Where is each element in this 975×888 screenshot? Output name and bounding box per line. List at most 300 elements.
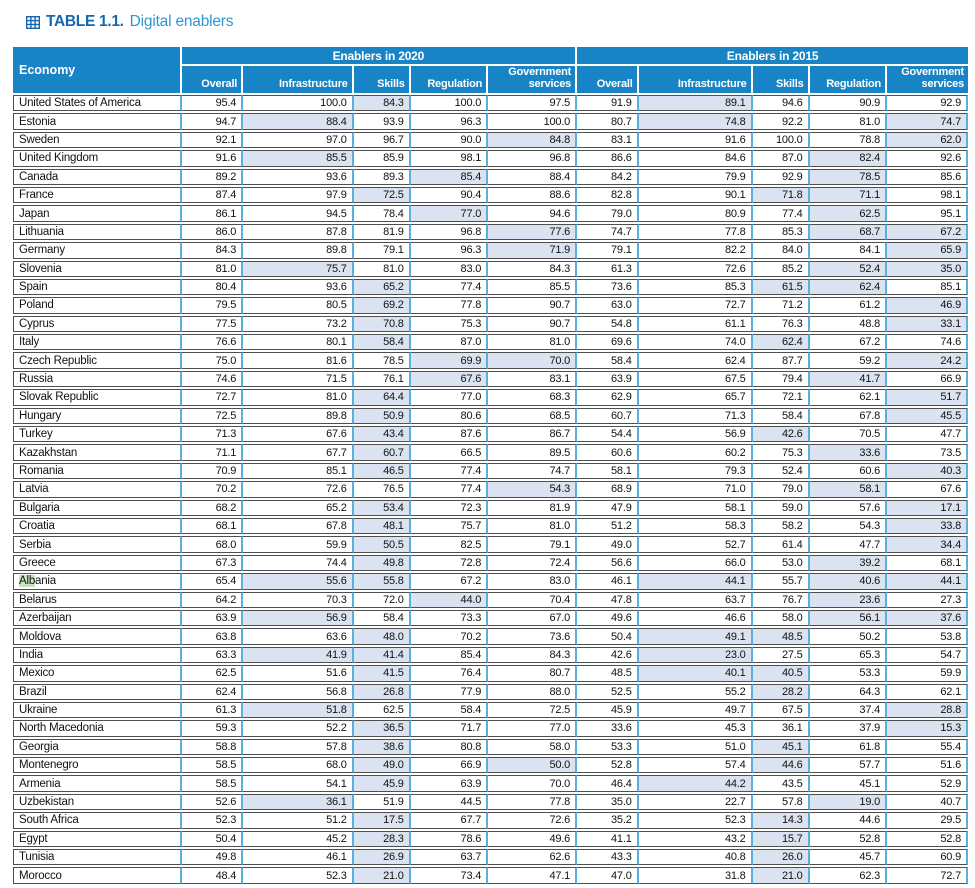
value-cell: 48.5 (577, 665, 639, 681)
value-cell: 81.0 (354, 261, 411, 277)
value-cell: 41.1 (577, 831, 639, 847)
value-cell: 28.2 (753, 684, 810, 700)
table-row (13, 334, 968, 350)
value-cell: 74.7 (577, 224, 639, 240)
value-cell: 71.3 (639, 408, 753, 424)
value-cell: 68.1 (887, 555, 968, 571)
economy-cell: Bulgaria (13, 500, 182, 516)
economy-cell: Croatia (13, 518, 182, 534)
table-row (13, 113, 968, 129)
value-cell: 58.4 (354, 334, 411, 350)
value-cell: 96.3 (411, 113, 488, 129)
economy-cell: Greece (13, 555, 182, 571)
value-cell: 90.7 (488, 316, 577, 332)
value-cell: 68.9 (577, 481, 639, 497)
economy-cell: Slovak Republic (13, 389, 182, 405)
value-cell: 88.6 (488, 187, 577, 203)
value-cell: 81.9 (354, 224, 411, 240)
value-cell: 91.6 (639, 132, 753, 148)
col-header-2020-infrastructure: Infrastructure (243, 66, 354, 93)
value-cell: 70.0 (488, 352, 577, 368)
value-cell: 77.4 (411, 279, 488, 295)
value-cell: 75.7 (243, 261, 354, 277)
value-cell: 78.8 (810, 132, 887, 148)
col-header-2015-regulation: Regulation (810, 66, 887, 93)
table-number-label: TABLE 1.1. (46, 13, 124, 30)
value-cell: 48.1 (354, 518, 411, 534)
table-row (13, 371, 968, 387)
economy-column-header: Economy (13, 47, 182, 93)
table-row (13, 224, 968, 240)
value-cell: 65.3 (810, 647, 887, 663)
value-cell: 45.9 (354, 775, 411, 791)
value-cell: 73.2 (243, 316, 354, 332)
economy-cell: Serbia (13, 536, 182, 552)
value-cell: 45.2 (243, 831, 354, 847)
value-cell: 67.6 (411, 371, 488, 387)
economy-cell: Mexico (13, 665, 182, 681)
value-cell: 71.1 (810, 187, 887, 203)
value-cell: 92.9 (887, 95, 968, 111)
value-cell: 81.0 (243, 389, 354, 405)
table-subtitle: Digital enablers (129, 13, 234, 30)
value-cell: 41.7 (810, 371, 887, 387)
value-cell: 84.6 (639, 150, 753, 166)
table-row (13, 316, 968, 332)
value-cell: 62.1 (810, 389, 887, 405)
value-cell: 60.6 (577, 444, 639, 460)
value-cell: 84.2 (577, 169, 639, 185)
value-cell: 85.5 (243, 150, 354, 166)
value-cell: 37.9 (810, 720, 887, 736)
value-cell: 17.5 (354, 812, 411, 828)
value-cell: 71.3 (182, 426, 244, 442)
value-cell: 62.4 (639, 352, 753, 368)
value-cell: 90.4 (411, 187, 488, 203)
value-cell: 46.5 (354, 463, 411, 479)
value-cell: 14.3 (753, 812, 810, 828)
value-cell: 55.2 (639, 684, 753, 700)
value-cell: 91.6 (182, 150, 244, 166)
search-highlight: Alb (19, 575, 36, 588)
value-cell: 47.8 (577, 592, 639, 608)
col-header-2015-overall: Overall (577, 66, 639, 93)
table-title (0, 0, 975, 35)
value-cell: 80.7 (577, 113, 639, 129)
economy-cell: Brazil (13, 684, 182, 700)
value-cell: 22.7 (639, 794, 753, 810)
value-cell: 41.4 (354, 647, 411, 663)
table-row (13, 187, 968, 203)
value-cell: 64.3 (810, 684, 887, 700)
value-cell: 81.0 (488, 334, 577, 350)
value-cell: 79.0 (753, 481, 810, 497)
value-cell: 84.0 (753, 242, 810, 258)
value-cell: 17.1 (887, 500, 968, 516)
value-cell: 88.0 (488, 684, 577, 700)
value-cell: 44.1 (887, 573, 968, 589)
value-cell: 79.0 (577, 205, 639, 221)
value-cell: 60.9 (887, 849, 968, 865)
value-cell: 71.1 (182, 444, 244, 460)
value-cell: 49.1 (639, 628, 753, 644)
value-cell: 37.6 (887, 610, 968, 626)
value-cell: 80.4 (182, 279, 244, 295)
value-cell: 67.0 (488, 610, 577, 626)
value-cell: 74.0 (639, 334, 753, 350)
value-cell: 72.5 (354, 187, 411, 203)
value-cell: 74.7 (887, 113, 968, 129)
value-cell: 79.1 (354, 242, 411, 258)
economy-cell: Sweden (13, 132, 182, 148)
value-cell: 67.2 (411, 573, 488, 589)
value-cell: 87.6 (411, 426, 488, 442)
value-cell: 85.3 (753, 224, 810, 240)
value-cell: 67.2 (887, 224, 968, 240)
economy-cell: Japan (13, 205, 182, 221)
value-cell: 74.6 (182, 371, 244, 387)
value-cell: 51.0 (639, 739, 753, 755)
value-cell: 79.9 (639, 169, 753, 185)
value-cell: 90.7 (488, 297, 577, 313)
economy-cell: Belarus (13, 592, 182, 608)
value-cell: 98.1 (411, 150, 488, 166)
value-cell: 49.0 (354, 757, 411, 773)
value-cell: 52.4 (810, 261, 887, 277)
value-cell: 72.7 (887, 867, 968, 883)
value-cell: 72.6 (639, 261, 753, 277)
value-cell: 15.3 (887, 720, 968, 736)
value-cell: 73.4 (411, 867, 488, 883)
value-cell: 67.8 (243, 518, 354, 534)
value-cell: 44.5 (411, 794, 488, 810)
col-header-2020-regulation: Regulation (411, 66, 488, 93)
value-cell: 64.2 (182, 592, 244, 608)
value-cell: 46.1 (577, 573, 639, 589)
value-cell: 48.5 (753, 628, 810, 644)
value-cell: 70.8 (354, 316, 411, 332)
value-cell: 71.5 (243, 371, 354, 387)
table-row (13, 665, 968, 681)
value-cell: 40.7 (887, 794, 968, 810)
value-cell: 88.4 (488, 169, 577, 185)
value-cell: 60.7 (577, 408, 639, 424)
value-cell: 58.4 (753, 408, 810, 424)
value-cell: 58.5 (182, 757, 244, 773)
value-cell: 85.4 (411, 169, 488, 185)
value-cell: 21.0 (753, 867, 810, 883)
value-cell: 68.3 (488, 389, 577, 405)
economy-cell: Canada (13, 169, 182, 185)
value-cell: 66.9 (411, 757, 488, 773)
value-cell: 69.6 (577, 334, 639, 350)
value-cell: 35.0 (577, 794, 639, 810)
value-cell: 49.7 (639, 702, 753, 718)
value-cell: 53.4 (354, 500, 411, 516)
economy-cell: Georgia (13, 739, 182, 755)
table-row (13, 849, 968, 865)
value-cell: 94.7 (182, 113, 244, 129)
value-cell: 45.1 (810, 775, 887, 791)
value-cell: 33.6 (577, 720, 639, 736)
value-cell: 86.6 (577, 150, 639, 166)
table-row (13, 555, 968, 571)
value-cell: 46.4 (577, 775, 639, 791)
value-cell: 73.5 (887, 444, 968, 460)
economy-cell: Morocco (13, 867, 182, 883)
value-cell: 79.5 (182, 297, 244, 313)
value-cell: 59.0 (753, 500, 810, 516)
economy-cell: Egypt (13, 831, 182, 847)
value-cell: 45.7 (810, 849, 887, 865)
table-row (13, 647, 968, 663)
economy-cell: Cyprus (13, 316, 182, 332)
value-cell: 77.8 (639, 224, 753, 240)
value-cell: 63.9 (411, 775, 488, 791)
group-header-2020: Enablers in 2020 (182, 47, 577, 64)
value-cell: 62.4 (810, 279, 887, 295)
value-cell: 62.0 (887, 132, 968, 148)
value-cell: 78.6 (411, 831, 488, 847)
value-cell: 100.0 (243, 95, 354, 111)
table-row (13, 500, 968, 516)
value-cell: 78.5 (810, 169, 887, 185)
value-cell: 97.0 (243, 132, 354, 148)
value-cell: 44.0 (411, 592, 488, 608)
economy-cell: Estonia (13, 113, 182, 129)
header-group-row (13, 47, 968, 64)
value-cell: 51.6 (887, 757, 968, 773)
value-cell: 52.6 (182, 794, 244, 810)
table-row (13, 610, 968, 626)
digital-enablers-table (13, 45, 968, 886)
value-cell: 62.1 (887, 684, 968, 700)
value-cell: 92.2 (753, 113, 810, 129)
economy-cell: Ukraine (13, 702, 182, 718)
value-cell: 65.2 (354, 279, 411, 295)
value-cell: 71.0 (639, 481, 753, 497)
value-cell: 26.0 (753, 849, 810, 865)
table-row (13, 536, 968, 552)
value-cell: 72.7 (182, 389, 244, 405)
value-cell: 53.3 (577, 739, 639, 755)
value-cell: 40.1 (639, 665, 753, 681)
value-cell: 78.5 (354, 352, 411, 368)
value-cell: 50.9 (354, 408, 411, 424)
table-row (13, 279, 968, 295)
value-cell: 51.9 (354, 794, 411, 810)
value-cell: 59.2 (810, 352, 887, 368)
value-cell: 43.5 (753, 775, 810, 791)
value-cell: 84.3 (488, 261, 577, 277)
value-cell: 26.8 (354, 684, 411, 700)
value-cell: 83.1 (577, 132, 639, 148)
value-cell: 33.6 (810, 444, 887, 460)
value-cell: 40.6 (810, 573, 887, 589)
value-cell: 51.6 (243, 665, 354, 681)
value-cell: 67.6 (887, 481, 968, 497)
value-cell: 85.6 (887, 169, 968, 185)
value-cell: 86.0 (182, 224, 244, 240)
economy-cell: Uzbekistan (13, 794, 182, 810)
value-cell: 89.5 (488, 444, 577, 460)
value-cell: 66.5 (411, 444, 488, 460)
value-cell: 53.8 (887, 628, 968, 644)
col-header-2015-skills: Skills (753, 66, 810, 93)
value-cell: 70.4 (488, 592, 577, 608)
value-cell: 56.8 (243, 684, 354, 700)
table-row (13, 169, 968, 185)
value-cell: 85.1 (887, 279, 968, 295)
value-cell: 74.7 (488, 463, 577, 479)
value-cell: 49.8 (182, 849, 244, 865)
table-row (13, 389, 968, 405)
value-cell: 84.3 (354, 95, 411, 111)
value-cell: 58.8 (182, 739, 244, 755)
value-cell: 87.8 (243, 224, 354, 240)
value-cell: 48.8 (810, 316, 887, 332)
economy-cell: Albania (13, 573, 182, 589)
economy-cell: Poland (13, 297, 182, 313)
value-cell: 51.7 (887, 389, 968, 405)
value-cell: 36.1 (753, 720, 810, 736)
value-cell: 65.2 (243, 500, 354, 516)
value-cell: 83.0 (411, 261, 488, 277)
value-cell: 43.4 (354, 426, 411, 442)
value-cell: 62.5 (182, 665, 244, 681)
value-cell: 67.5 (639, 371, 753, 387)
value-cell: 56.9 (639, 426, 753, 442)
value-cell: 90.9 (810, 95, 887, 111)
value-cell: 51.2 (243, 812, 354, 828)
value-cell: 57.6 (810, 500, 887, 516)
value-cell: 60.2 (639, 444, 753, 460)
value-cell: 74.6 (887, 334, 968, 350)
economy-cell: Spain (13, 279, 182, 295)
table-row (13, 812, 968, 828)
value-cell: 36.1 (243, 794, 354, 810)
value-cell: 70.5 (810, 426, 887, 442)
value-cell: 54.7 (887, 647, 968, 663)
value-cell: 62.4 (753, 334, 810, 350)
value-cell: 93.6 (243, 169, 354, 185)
value-cell: 55.8 (354, 573, 411, 589)
value-cell: 74.4 (243, 555, 354, 571)
value-cell: 94.6 (488, 205, 577, 221)
value-cell: 82.4 (810, 150, 887, 166)
value-cell: 80.9 (639, 205, 753, 221)
value-cell: 68.0 (182, 536, 244, 552)
value-cell: 77.5 (182, 316, 244, 332)
economy-cell: Turkey (13, 426, 182, 442)
value-cell: 72.6 (243, 481, 354, 497)
value-cell: 47.9 (577, 500, 639, 516)
table-row (13, 481, 968, 497)
economy-cell: Russia (13, 371, 182, 387)
value-cell: 74.8 (639, 113, 753, 129)
value-cell: 75.0 (182, 352, 244, 368)
value-cell: 49.0 (577, 536, 639, 552)
value-cell: 37.4 (810, 702, 887, 718)
table-grid-icon (26, 16, 40, 29)
value-cell: 52.3 (639, 812, 753, 828)
value-cell: 79.4 (753, 371, 810, 387)
value-cell: 58.1 (810, 481, 887, 497)
value-cell: 42.6 (577, 647, 639, 663)
value-cell: 65.4 (182, 573, 244, 589)
table-row (13, 775, 968, 791)
value-cell: 58.4 (577, 352, 639, 368)
value-cell: 93.6 (243, 279, 354, 295)
value-cell: 28.8 (887, 702, 968, 718)
value-cell: 80.1 (243, 334, 354, 350)
value-cell: 77.8 (411, 297, 488, 313)
value-cell: 55.7 (753, 573, 810, 589)
value-cell: 46.9 (887, 297, 968, 313)
value-cell: 59.3 (182, 720, 244, 736)
value-cell: 50.5 (354, 536, 411, 552)
value-cell: 84.8 (488, 132, 577, 148)
value-cell: 61.3 (577, 261, 639, 277)
value-cell: 47.7 (810, 536, 887, 552)
value-cell: 45.9 (577, 702, 639, 718)
economy-cell: Romania (13, 463, 182, 479)
value-cell: 89.2 (182, 169, 244, 185)
value-cell: 98.1 (887, 187, 968, 203)
value-cell: 54.4 (577, 426, 639, 442)
value-cell: 60.7 (354, 444, 411, 460)
table-row (13, 150, 968, 166)
value-cell: 89.8 (243, 242, 354, 258)
economy-cell: Tunisia (13, 849, 182, 865)
value-cell: 81.0 (488, 518, 577, 534)
value-cell: 40.8 (639, 849, 753, 865)
value-cell: 58.4 (411, 702, 488, 718)
value-cell: 73.3 (411, 610, 488, 626)
value-cell: 61.8 (810, 739, 887, 755)
value-cell: 77.4 (411, 463, 488, 479)
value-cell: 50.4 (577, 628, 639, 644)
value-cell: 77.0 (411, 205, 488, 221)
value-cell: 77.0 (488, 720, 577, 736)
value-cell: 72.3 (411, 500, 488, 516)
economy-cell: Moldova (13, 628, 182, 644)
economy-cell: Hungary (13, 408, 182, 424)
value-cell: 58.2 (753, 518, 810, 534)
table-row (13, 261, 968, 277)
value-cell: 62.6 (488, 849, 577, 865)
value-cell: 80.8 (411, 739, 488, 755)
value-cell: 19.0 (810, 794, 887, 810)
table-row (13, 831, 968, 847)
value-cell: 50.0 (488, 757, 577, 773)
value-cell: 84.3 (488, 647, 577, 663)
economy-cell: France (13, 187, 182, 203)
value-cell: 85.4 (411, 647, 488, 663)
value-cell: 71.9 (488, 242, 577, 258)
value-cell: 59.9 (243, 536, 354, 552)
value-cell: 92.9 (753, 169, 810, 185)
value-cell: 33.8 (887, 518, 968, 534)
value-cell: 68.5 (488, 408, 577, 424)
col-header-2015-government-services: Government services (887, 66, 968, 93)
value-cell: 72.5 (182, 408, 244, 424)
economy-cell: Lithuania (13, 224, 182, 240)
value-cell: 21.0 (354, 867, 411, 883)
value-cell: 54.1 (243, 775, 354, 791)
value-cell: 44.1 (639, 573, 753, 589)
col-header-2015-infrastructure: Infrastructure (639, 66, 753, 93)
